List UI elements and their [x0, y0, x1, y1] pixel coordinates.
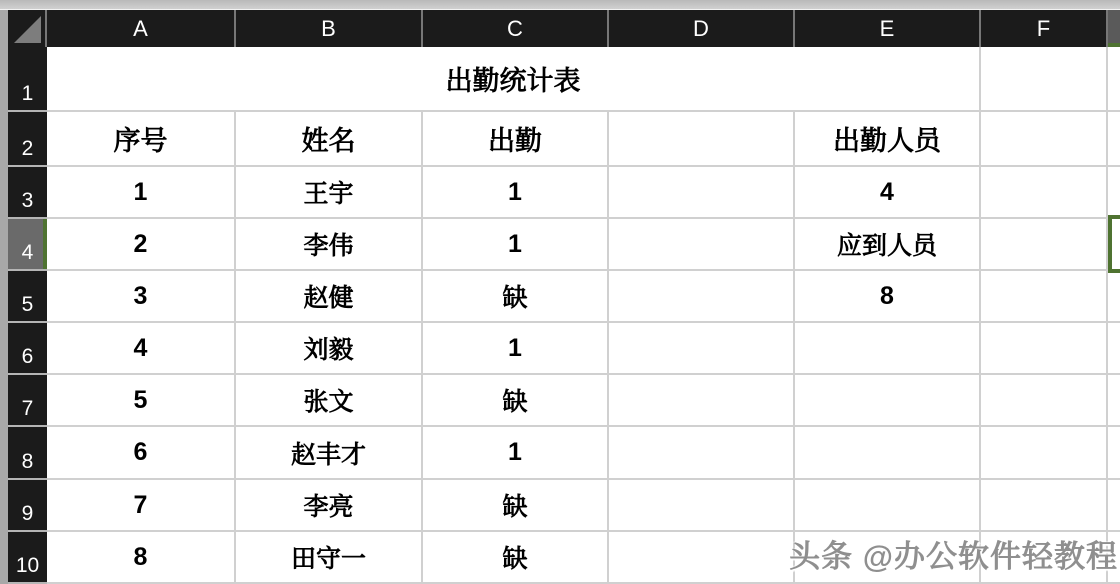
merged-title-cell[interactable]: 出勤统计表 — [47, 47, 981, 112]
cell-b5[interactable]: 赵健 — [236, 271, 423, 323]
cell-d4[interactable] — [609, 219, 795, 271]
cell-a2[interactable]: 序号 — [47, 112, 236, 167]
cell-g1-partial[interactable] — [1108, 47, 1120, 112]
cell-c3[interactable]: 1 — [423, 167, 609, 219]
row-header-5[interactable]: 5 — [8, 271, 47, 323]
row-header-1[interactable]: 1 — [8, 47, 47, 112]
cell-f5[interactable] — [981, 271, 1108, 323]
sheet-row-7 — [8, 375, 1120, 427]
sheet-row-6 — [8, 323, 1120, 375]
cell-g5-partial[interactable] — [1108, 271, 1120, 323]
select-all-button[interactable] — [8, 10, 47, 47]
cell-a10[interactable]: 8 — [47, 532, 236, 584]
cell-g3-partial[interactable] — [1108, 167, 1120, 219]
row-header-4[interactable]: 4 — [8, 219, 47, 271]
cell-g9-partial[interactable] — [1108, 480, 1120, 532]
sheet-row-4 — [8, 219, 1120, 271]
cell-d5[interactable] — [609, 271, 795, 323]
active-cell-selection-border — [1108, 215, 1120, 273]
cell-g2-partial[interactable] — [1108, 112, 1120, 167]
sheet-row-5 — [8, 271, 1120, 323]
window-left-edge — [0, 10, 8, 584]
cell-a6[interactable]: 4 — [47, 323, 236, 375]
cell-e9[interactable] — [795, 480, 981, 532]
column-header-g-partial[interactable] — [1108, 10, 1120, 47]
row-header-6[interactable]: 6 — [8, 323, 47, 375]
cell-f2[interactable] — [981, 112, 1108, 167]
cell-b6[interactable]: 刘毅 — [236, 323, 423, 375]
cell-a5[interactable]: 3 — [47, 271, 236, 323]
cell-e6[interactable] — [795, 323, 981, 375]
cell-a7[interactable]: 5 — [47, 375, 236, 427]
row-header-2[interactable]: 2 — [8, 112, 47, 167]
cell-b3[interactable]: 王宇 — [236, 167, 423, 219]
cell-c10[interactable]: 缺 — [423, 532, 609, 584]
cell-b4[interactable]: 李伟 — [236, 219, 423, 271]
column-header-f[interactable]: F — [981, 10, 1108, 47]
cell-g8-partial[interactable] — [1108, 427, 1120, 480]
sheet-row-9 — [8, 480, 1120, 532]
watermark: 头条 @办公软件轻教程 — [789, 539, 1118, 574]
cell-d6[interactable] — [609, 323, 795, 375]
cell-b8[interactable]: 赵丰才 — [236, 427, 423, 480]
cell-b2[interactable]: 姓名 — [236, 112, 423, 167]
cell-a4[interactable]: 2 — [47, 219, 236, 271]
row-header-3[interactable]: 3 — [8, 167, 47, 219]
column-header-row — [8, 10, 1108, 47]
cell-d8[interactable] — [609, 427, 795, 480]
sheet-row-2 — [8, 112, 1120, 167]
column-header-a[interactable]: A — [47, 10, 236, 47]
cell-f4[interactable] — [981, 219, 1108, 271]
row-header-8[interactable]: 8 — [8, 427, 47, 480]
cell-c4[interactable]: 1 — [423, 219, 609, 271]
sheet-grid — [8, 47, 1120, 584]
window-top-edge — [0, 0, 1120, 10]
cell-f9[interactable] — [981, 480, 1108, 532]
row-header-10[interactable]: 10 — [8, 532, 47, 584]
cell-c7[interactable]: 缺 — [423, 375, 609, 427]
cell-c9[interactable]: 缺 — [423, 480, 609, 532]
cell-g7-partial[interactable] — [1108, 375, 1120, 427]
cell-e3[interactable]: 4 — [795, 167, 981, 219]
column-header-e[interactable]: E — [795, 10, 981, 47]
row-header-selection-accent — [43, 219, 47, 269]
cell-e5[interactable]: 8 — [795, 271, 981, 323]
column-header-d[interactable]: D — [609, 10, 795, 47]
column-header-c[interactable]: C — [423, 10, 609, 47]
cell-e2[interactable]: 出勤人员 — [795, 112, 981, 167]
cell-a8[interactable]: 6 — [47, 427, 236, 480]
cell-d9[interactable] — [609, 480, 795, 532]
cell-f8[interactable] — [981, 427, 1108, 480]
cell-d10[interactable] — [609, 532, 795, 584]
cell-c5[interactable]: 缺 — [423, 271, 609, 323]
select-all-triangle-icon — [14, 16, 41, 43]
row-header-7[interactable]: 7 — [8, 375, 47, 427]
column-header-b[interactable]: B — [236, 10, 423, 47]
cell-b9[interactable]: 李亮 — [236, 480, 423, 532]
cell-a9[interactable]: 7 — [47, 480, 236, 532]
cell-g6-partial[interactable] — [1108, 323, 1120, 375]
row-header-9[interactable]: 9 — [8, 480, 47, 532]
sheet-row-1 — [8, 47, 1120, 112]
sheet-row-3 — [8, 167, 1120, 219]
cell-f3[interactable] — [981, 167, 1108, 219]
cell-e8[interactable] — [795, 427, 981, 480]
cell-d2[interactable] — [609, 112, 795, 167]
sheet-row-8 — [8, 427, 1120, 480]
cell-d3[interactable] — [609, 167, 795, 219]
cell-c6[interactable]: 1 — [423, 323, 609, 375]
cell-f1[interactable] — [981, 47, 1108, 112]
cell-e7[interactable] — [795, 375, 981, 427]
cell-e4[interactable]: 应到人员 — [795, 219, 981, 271]
cell-c2[interactable]: 出勤 — [423, 112, 609, 167]
cell-c8[interactable]: 1 — [423, 427, 609, 480]
cell-d7[interactable] — [609, 375, 795, 427]
cell-b10[interactable]: 田守一 — [236, 532, 423, 584]
cell-b7[interactable]: 张文 — [236, 375, 423, 427]
cell-f7[interactable] — [981, 375, 1108, 427]
cell-a3[interactable]: 1 — [47, 167, 236, 219]
cell-f6[interactable] — [981, 323, 1108, 375]
